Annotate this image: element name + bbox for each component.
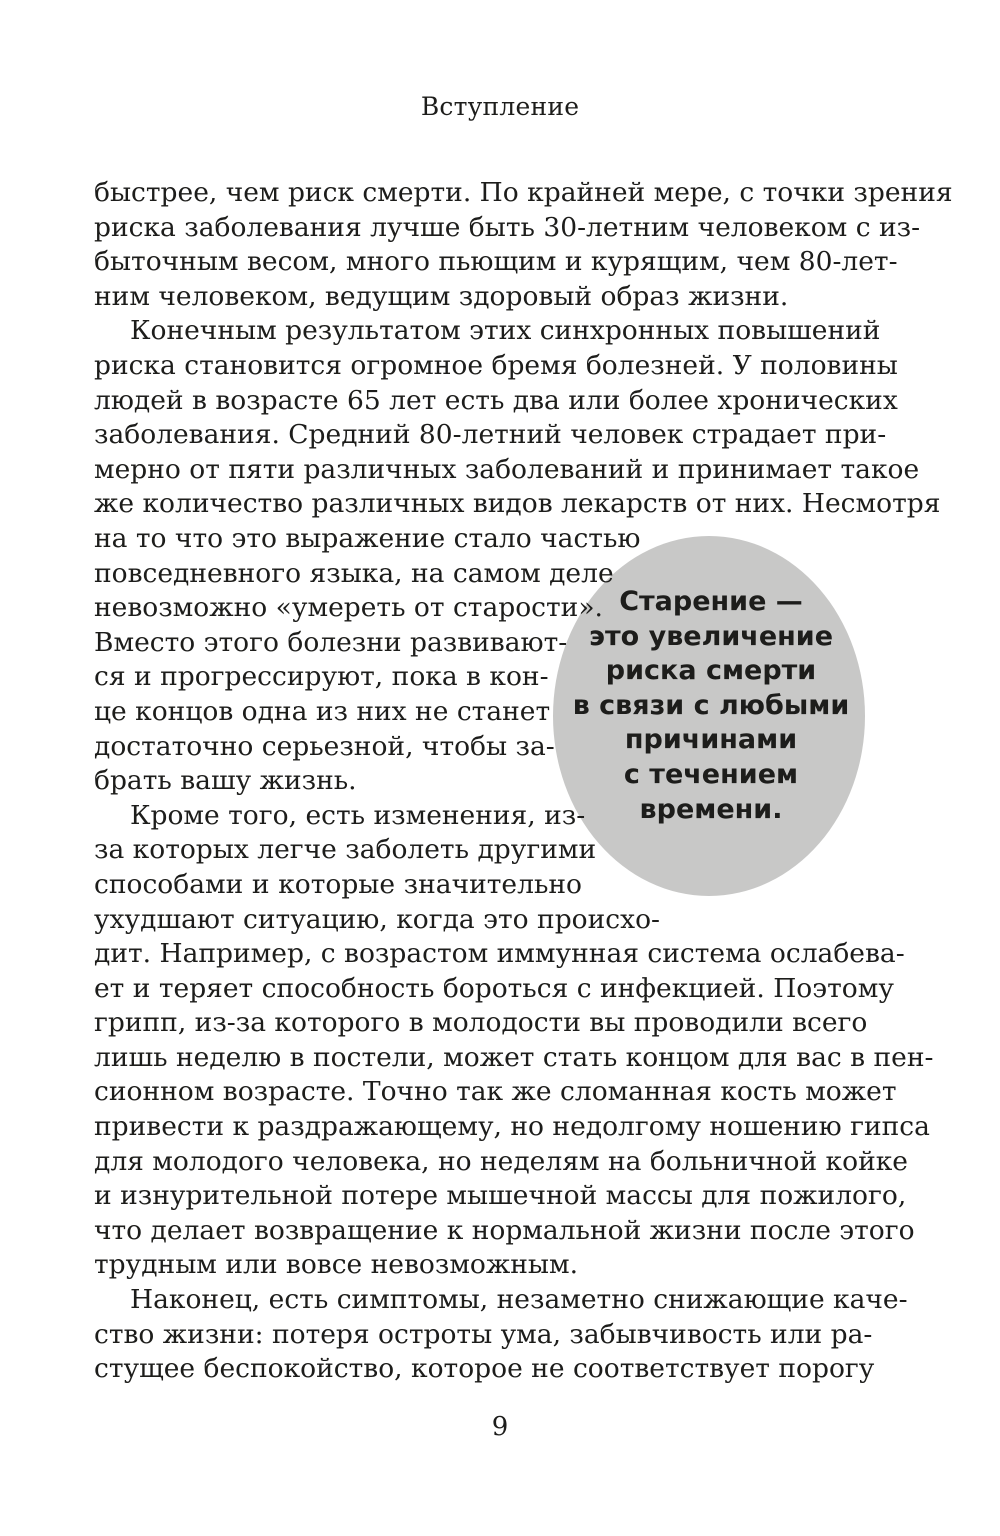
text-line: мерно от пяти различных заболеваний и принимает такое — [94, 453, 920, 485]
text-line: способами и которые значительно — [94, 868, 582, 900]
text-line: Кроме того, есть изменения, из- — [130, 799, 586, 831]
text-line: быточным весом, много пьющим и курящим, чем 80-лет- — [94, 246, 898, 278]
pull-quote-line: с течением — [623, 758, 799, 790]
text-line: на то что это выражение стало частью — [94, 523, 641, 554]
text-line: людей в возрасте 65 лет есть два или более хронических — [94, 384, 898, 416]
pull-quote-line: времени. — [639, 793, 783, 825]
text-line: грипп, из-за которого в молодости вы проводили всего — [94, 1007, 868, 1039]
text-line: ство жизни: потеря остроты ума, забывчивость или ра- — [94, 1318, 873, 1350]
text-line: заболевания. Средний 80-летний человек страдает при- — [94, 419, 887, 451]
running-head: Вступление — [420, 92, 580, 121]
text-line: Конечным результатом этих синхронных повышений — [130, 315, 881, 347]
text-line: быстрее, чем риск смерти. По крайней мере, с точки зрения — [94, 177, 953, 208]
text-line: повседневного языка, на самом деле — [94, 557, 614, 589]
text-line: что делает возвращение к нормальной жизни после этого — [94, 1214, 915, 1246]
text-line: трудным или вовсе невозможным. — [94, 1249, 579, 1281]
text-line: це концов одна из них не станет — [94, 695, 551, 727]
text-line: достаточно серьезной, чтобы за- — [94, 730, 555, 762]
pull-quote-line: это увеличение — [588, 620, 834, 652]
text-line: ним человеком, ведущим здоровый образ жизни. — [94, 280, 789, 312]
text-line: сионном возрасте. Точно так же сломанная кость может — [94, 1076, 897, 1108]
pull-quote-line: в связи с любыми — [572, 689, 850, 721]
text-line: невозможно «умереть от старости». — [94, 592, 603, 624]
pull-quote-line: причинами — [624, 724, 798, 756]
text-line: за которых легче заболеть другими — [94, 834, 597, 866]
text-line: ет и теряет способность бороться с инфекцией. Поэтому — [94, 972, 894, 1004]
text-line: риска становится огромное бремя болезней. У половины — [94, 349, 898, 381]
text-line: стущее беспокойство, которое не соответствует порогу — [94, 1353, 875, 1385]
text-line: дит. Например, с возрастом иммунная система ослабева- — [94, 938, 905, 969]
text-line: лишь неделю в постели, может стать концом для вас в пен- — [94, 1041, 934, 1073]
pull-quote-line: риска смерти — [605, 655, 817, 687]
text-line: привести к раздражающему, но недолгому ношению гипса — [94, 1110, 930, 1142]
text-line: же количество различных видов лекарств от них. Несмотря — [94, 488, 941, 520]
body-text-bottom — [94, 937, 934, 1387]
text-line: ухудшают ситуацию, когда это происхо- — [94, 903, 660, 935]
body-text-wrapped — [94, 522, 848, 937]
text-line: брать вашу жизнь. — [94, 765, 357, 797]
text-line: Вместо этого болезни развивают- — [94, 626, 568, 658]
text-line: риска заболевания лучше быть 30-летним человеком с из- — [94, 211, 921, 243]
page-number: 9 — [491, 1412, 509, 1442]
pull-quote-line: Старение — — [619, 586, 803, 617]
body-text-top — [94, 176, 953, 522]
text-line: ся и прогрессируют, пока в кон- — [94, 661, 549, 693]
text-line: Наконец, есть симптомы, незаметно снижающие каче- — [130, 1283, 908, 1315]
text-line: для молодого человека, но неделям на больничной койке — [94, 1145, 908, 1177]
text-line: и изнурительной потере мышечной массы для пожилого, — [94, 1180, 907, 1212]
